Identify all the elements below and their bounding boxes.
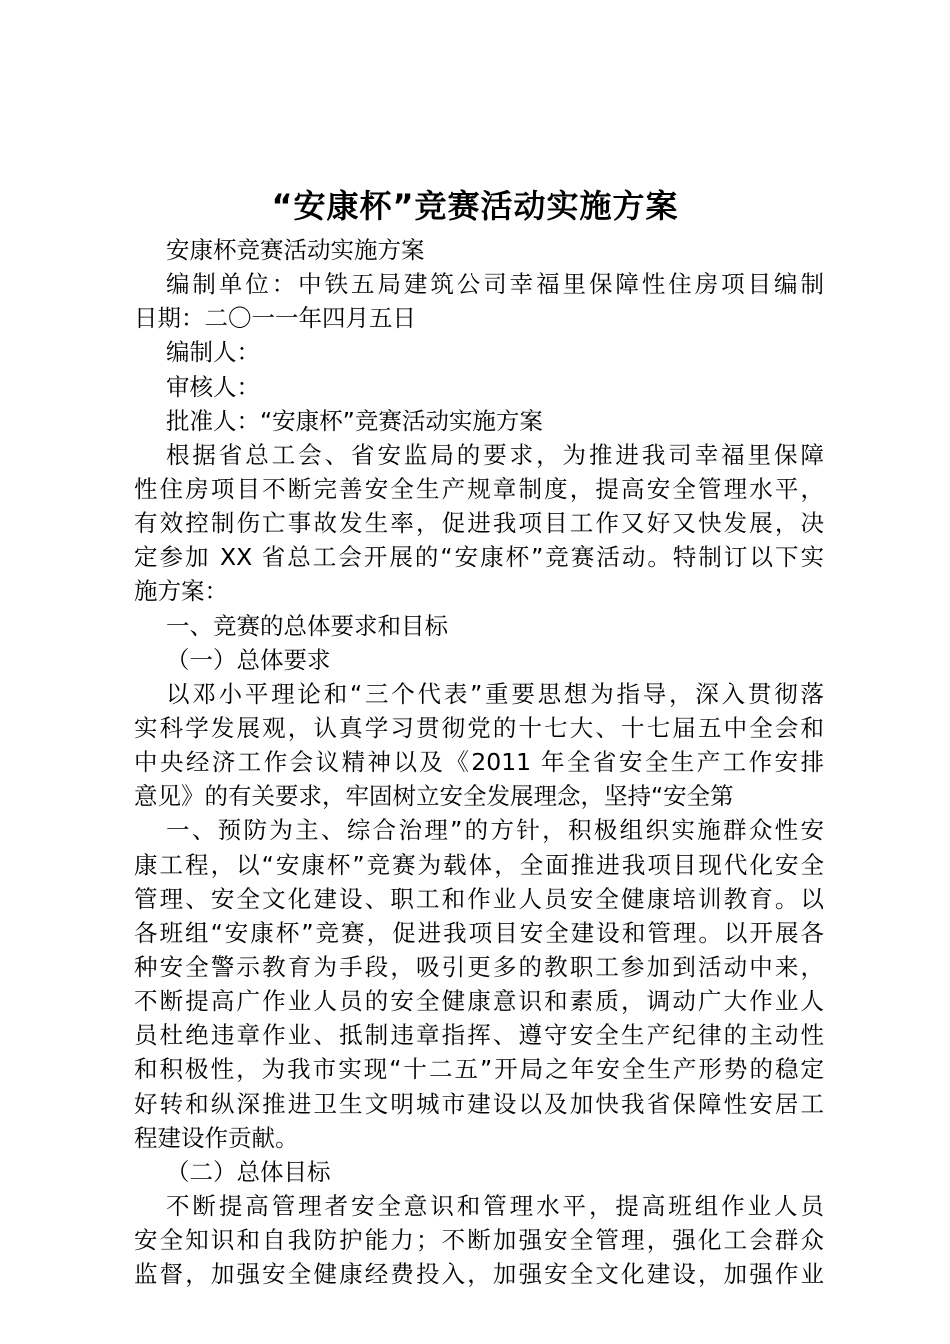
body-line: 康工程，以“安康杯”竞赛为载体，全面推进我项目现代化安全 xyxy=(134,850,824,879)
body-line: 意见》的有关要求，牢固树立安全发展理念，坚持“安全第 xyxy=(134,782,734,811)
body-line: 实科学发展观，认真学习贯彻党的十七大、十七届五中全会和 xyxy=(134,713,824,742)
body-line: 批准人：“安康杯”竞赛活动实施方案 xyxy=(166,406,543,435)
body-line: 监督，加强安全健康经费投入，加强安全文化建设，加强作业 xyxy=(134,1260,824,1289)
body-line: 安全知识和自我防护能力；不断加强安全管理，强化工会群众 xyxy=(134,1226,824,1255)
body-line: 各班组“安康杯”竞赛，促进我项目安全建设和管理。以开展各 xyxy=(134,918,824,947)
body-line: 不断提高管理者安全意识和管理水平，提高班组作业人员 xyxy=(166,1191,824,1220)
body-line: 安康杯竞赛活动实施方案 xyxy=(166,236,425,264)
body-line: （一）总体要求 xyxy=(166,645,331,674)
body-line: 性住房项目不断完善安全生产规章制度，提高安全管理水平， xyxy=(134,474,824,503)
body-line: 一、竞赛的总体要求和目标 xyxy=(166,611,448,640)
body-line: 审核人： xyxy=(166,372,260,401)
body-line: （二）总体目标 xyxy=(166,1157,331,1186)
body-line: 编制人： xyxy=(166,338,260,367)
body-line: 编制单位：中铁五局建筑公司幸福里保障性住房项目编制 xyxy=(166,270,824,299)
body-line: 定参加 XX 省总工会开展的“安康杯”竞赛活动。特制订以下实 xyxy=(134,543,824,572)
body-line: 中央经济工作会议精神以及《2011 年全省安全生产工作安排 xyxy=(134,748,824,777)
body-line: 根据省总工会、省安监局的要求，为推进我司幸福里保障 xyxy=(166,440,824,469)
body-line: 员杜绝违章作业、抵制违章指挥、遵守安全生产纪律的主动性 xyxy=(134,1021,824,1050)
document-body xyxy=(134,233,824,1291)
body-line: 好转和纵深推进卫生文明城市建设以及加快我省保障性安居工 xyxy=(134,1089,824,1118)
body-line: 和积极性，为我市实现“十二五”开局之年安全生产形势的稳定 xyxy=(134,1055,824,1084)
body-line: 施方案： xyxy=(134,577,228,606)
body-line: 日期：二〇一一年四月五日 xyxy=(134,304,416,333)
body-line: 种安全警示教育为手段，吸引更多的教职工参加到活动中来， xyxy=(134,952,824,981)
body-line: 一、预防为主、综合治理”的方针，积极组织实施群众性安 xyxy=(166,816,824,845)
document-title: “安康杯”竞赛活动实施方案 xyxy=(271,187,679,225)
body-line: 以邓小平理论和“三个代表”重要思想为指导，深入贯彻落 xyxy=(166,679,824,708)
body-line: 程建设作贡献。 xyxy=(134,1123,299,1152)
body-line: 有效控制伤亡事故发生率，促进我项目工作又好又快发展，决 xyxy=(134,509,824,538)
body-line: 管理、安全文化建设、职工和作业人员安全健康培训教育。以 xyxy=(134,884,824,913)
body-line: 不断提高广作业人员的安全健康意识和素质，调动广大作业人 xyxy=(134,987,824,1016)
